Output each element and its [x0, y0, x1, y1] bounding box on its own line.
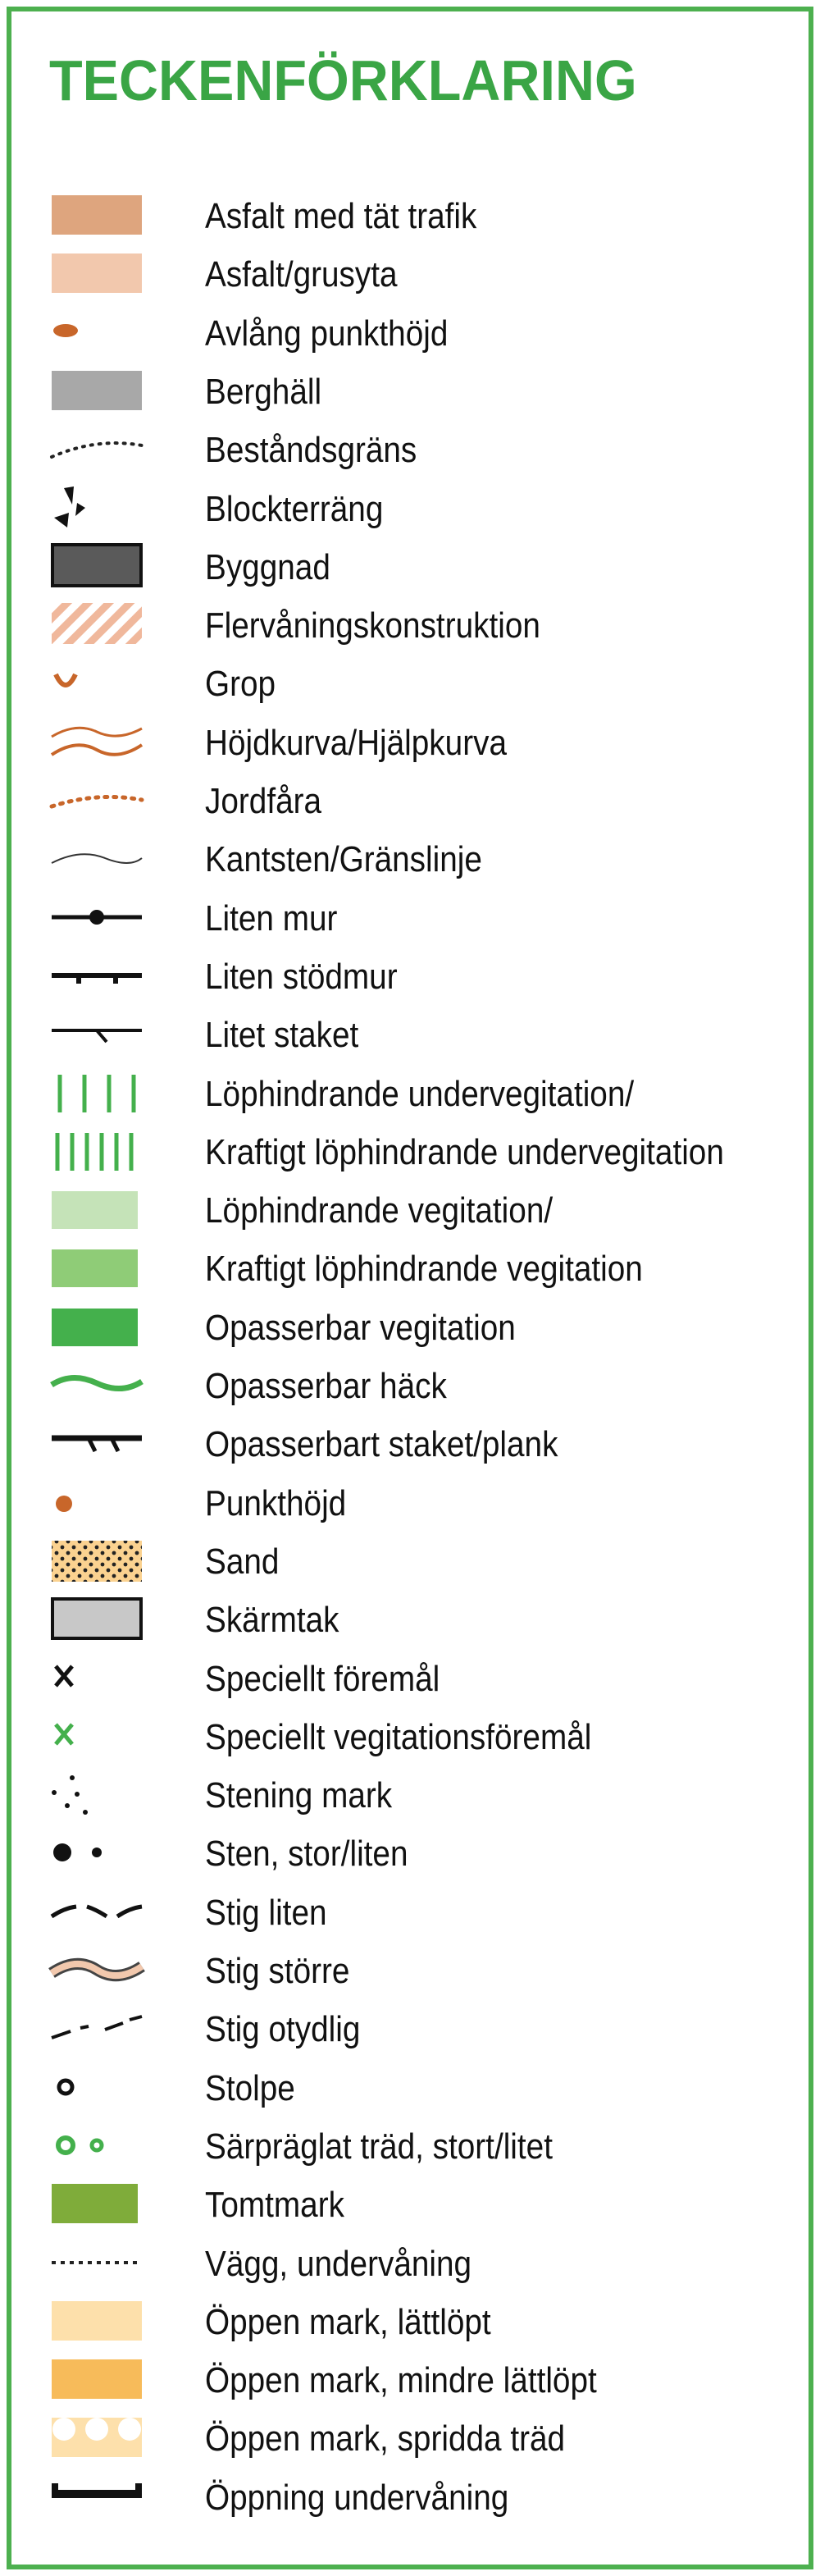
legend-item-label: Kraftigt löphindrande undervegitation [205, 1131, 724, 1172]
canopy-icon [48, 1591, 146, 1648]
bare-rock-icon [48, 363, 146, 420]
legend-item-label: Stig otydlig [205, 2009, 361, 2050]
building-icon [48, 538, 146, 596]
legend-item-label: Löphindrande vegitation/ [205, 1190, 554, 1231]
legend-item-label: Öppen mark, lättlöpt [205, 2301, 491, 2342]
legend-item [0, 1065, 820, 1122]
stony-ground-icon [48, 1766, 146, 1824]
legend-item-label: Skärmtak [205, 1600, 339, 1641]
legend-item [0, 421, 820, 478]
special-vegetation-cross-icon [48, 1708, 146, 1765]
impassable-vegetation-icon [48, 1299, 146, 1356]
legend-item-label: Asfalt med tät trafik [205, 196, 477, 236]
pole-icon [48, 2059, 146, 2117]
undergrowth-difficult-icon [48, 1123, 146, 1181]
special-feature-cross-icon [48, 1650, 146, 1707]
legend-item-label: Liten stödmur [205, 956, 398, 997]
legend-item [0, 2117, 820, 2175]
legend-item [0, 1240, 820, 1297]
legend-item [0, 1415, 820, 1473]
legend-item [0, 1181, 820, 1239]
legend-item [0, 655, 820, 712]
legend-item [0, 538, 820, 596]
legend-item-label: Sten, stor/liten [205, 1834, 408, 1875]
legend-item [0, 2000, 820, 2058]
legend-item [0, 596, 820, 654]
legend-item [0, 363, 820, 420]
lower-level-wall-icon [48, 2235, 146, 2292]
legend-item-label: Flervåningskonstruktion [205, 605, 540, 646]
legend-item [0, 1708, 820, 1765]
legend-title: TECKENFÖRKLARING [49, 48, 637, 112]
legend-item-label: Speciellt vegitationsföremål [205, 1716, 592, 1757]
legend-item-label: Öppen mark, mindre lättlöpt [205, 2360, 597, 2401]
legend-item-label: Kantsten/Gränslinje [205, 839, 482, 880]
legend-item [0, 2469, 820, 2526]
open-land-scattered-trees-icon [48, 2409, 146, 2467]
legend-item-label: Särpräglat träd, stort/litet [205, 2126, 553, 2167]
legend-item-label: Byggnad [205, 546, 330, 587]
legend-item [0, 187, 820, 244]
distinct-tree-icon [48, 2117, 146, 2175]
legend-item [0, 1766, 820, 1824]
small-path-icon [48, 1884, 146, 1941]
pit-icon [48, 655, 146, 712]
legend-item-label: Punkthöjd [205, 1482, 347, 1523]
legend-item-label: Opasserbar vegitation [205, 1307, 516, 1348]
legend-item-label: Beståndsgräns [205, 430, 417, 471]
rough-open-land-icon [48, 2351, 146, 2409]
legend-item [0, 948, 820, 1005]
legend-item-label: Tomtmark [205, 2185, 344, 2226]
asphalt-gravel-icon [48, 245, 146, 303]
large-path-icon [48, 1942, 146, 1999]
legend-item [0, 480, 820, 537]
vegetation-boundary-icon [48, 421, 146, 478]
legend-item [0, 1532, 820, 1590]
vegetation-slow-icon [48, 1181, 146, 1239]
vegetation-difficult-icon [48, 1240, 146, 1297]
legend-item-label: Asfalt/grusyta [205, 254, 398, 295]
asphalt-heavy-traffic-icon [48, 187, 146, 244]
legend-item-label: Öppen mark, spridda träd [205, 2418, 566, 2460]
knoll-icon [48, 1474, 146, 1532]
legend-item [0, 2176, 820, 2233]
legend-item [0, 2293, 820, 2350]
legend-item-label: Stig liten [205, 1892, 327, 1933]
legend-item [0, 2059, 820, 2117]
earth-furrow-icon [48, 772, 146, 829]
legend-item [0, 1006, 820, 1063]
legend-item [0, 2409, 820, 2467]
legend-item [0, 772, 820, 829]
legend-item-label: Litet staket [205, 1015, 359, 1056]
legend-item [0, 1650, 820, 1707]
legend-item [0, 889, 820, 947]
impassable-hedge-icon [48, 1357, 146, 1414]
legend-item [0, 245, 820, 303]
legend-item [0, 1884, 820, 1941]
open-land-icon [48, 2293, 146, 2350]
boulder-field-icon [48, 480, 146, 537]
legend-item [0, 1591, 820, 1648]
multi-level-structure-icon [48, 596, 146, 654]
legend-item [0, 830, 820, 888]
private-land-icon [48, 2176, 146, 2233]
legend-item [0, 714, 820, 771]
small-wall-icon [48, 889, 146, 947]
legend-item-label: Speciellt föremål [205, 1658, 440, 1699]
legend-item-label: Liten mur [205, 897, 338, 939]
legend-item-label: Vägg, undervåning [205, 2243, 472, 2284]
contour-line-icon [48, 714, 146, 771]
undergrowth-slow-icon [48, 1065, 146, 1122]
small-fence-icon [48, 1006, 146, 1063]
legend-item-label: Sand [205, 1541, 280, 1582]
boulder-icon [48, 1825, 146, 1882]
impassable-fence-icon [48, 1415, 146, 1473]
legend-item-label: Löphindrande undervegitation/ [205, 1073, 635, 1114]
legend-item-label: Opasserbar häck [205, 1366, 447, 1406]
legend-item [0, 1357, 820, 1414]
legend-item [0, 304, 820, 362]
legend-item-label: Blockterräng [205, 488, 384, 529]
legend-item [0, 1299, 820, 1356]
elongated-knoll-icon [48, 304, 146, 362]
legend-item [0, 2351, 820, 2409]
indistinct-path-icon [48, 2000, 146, 2058]
legend-item-label: Stolpe [205, 2067, 295, 2108]
legend-item-label: Avlång punkthöjd [205, 313, 449, 354]
legend-item [0, 1474, 820, 1532]
legend-item [0, 2235, 820, 2292]
legend-item-label: Stening mark [205, 1775, 393, 1816]
legend-item-label: Höjdkurva/Hjälpkurva [205, 722, 507, 763]
legend-item [0, 1942, 820, 1999]
curb-line-icon [48, 830, 146, 888]
legend-item [0, 1123, 820, 1181]
legend-item-label: Grop [205, 664, 276, 705]
legend-item-label: Öppning undervåning [205, 2477, 509, 2518]
legend-item-label: Jordfåra [205, 781, 322, 821]
sand-icon [48, 1532, 146, 1590]
legend-item-label: Kraftigt löphindrande vegitation [205, 1249, 643, 1290]
legend-item-label: Berghäll [205, 371, 322, 412]
small-retaining-wall-icon [48, 948, 146, 1005]
lower-level-opening-icon [48, 2469, 146, 2526]
legend-item-label: Stig större [205, 1951, 350, 1991]
legend-item [0, 1825, 820, 1882]
legend-item-label: Opasserbart staket/plank [205, 1424, 558, 1465]
